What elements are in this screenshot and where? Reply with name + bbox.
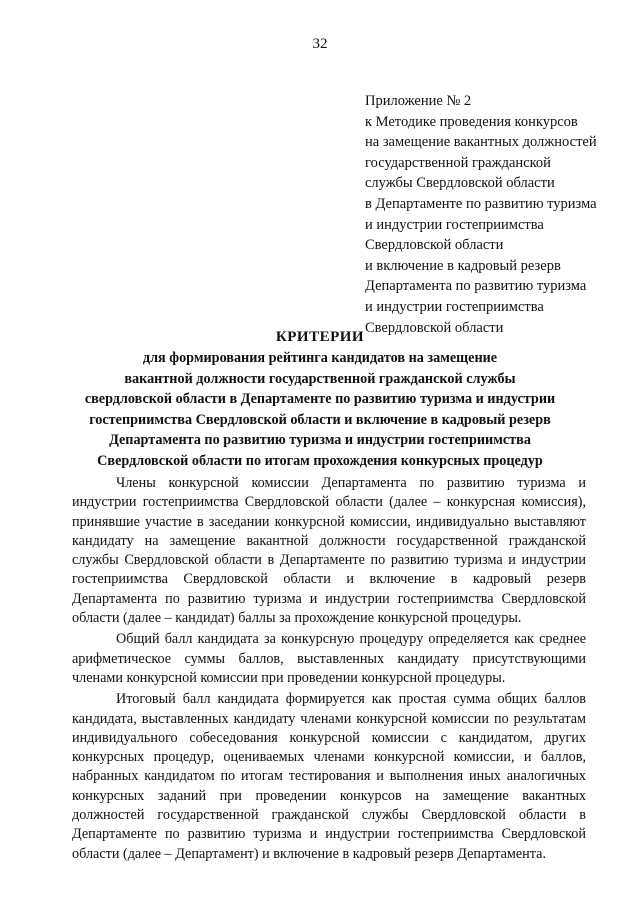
document-title: КРИТЕРИИ bbox=[275, 329, 365, 345]
appendix-line: государственной гражданской bbox=[365, 154, 551, 171]
title-subtitle-line: свердловской области в Департаменте по развитию туризма и индустрии bbox=[84, 391, 556, 408]
appendix-line: службы Свердловской области bbox=[365, 175, 555, 192]
appendix-line: к Методике проведения конкурсов bbox=[365, 113, 578, 130]
body-paragraph: Общий балл кандидата за конкурсную процедуру определяется как среднее арифметическое суммы баллов, выставленных кандидату присутствующими членами конкурсной комиссии при проведении конкурсной процедуры. bbox=[72, 631, 586, 686]
body-paragraph: Итоговый балл кандидата формируется как простая сумма общих баллов кандидата, выставленных кандидату членами конкурсной комиссии по результатам индивидуального собеседования конкурсной комиссии с кандидатом, других конкурсных процедур, оцениваемых членами конкурсной комиссии, и баллов, набранных кандидатом по итогам тестирования и выполнения иных аналогичных конкурсных заданий при проведении конкурсов на замещение вакантных должностей государственной гражданской службы Свердловской области в Департаменте по развитию туризма и индустрии гостеприимства Свердловской области (далее – Департамент) и включение в кадровый резерв Департамента. bbox=[72, 691, 586, 862]
title-subtitle-line: Свердловской области по итогам прохождения конкурсных процедур bbox=[97, 452, 543, 469]
title-subtitle-line: гостеприимства Свердловской области и включение в кадровый резерв bbox=[89, 411, 551, 428]
page-number: 32 bbox=[312, 36, 328, 52]
title-subtitle-line: вакантной должности государственной гражданской службы bbox=[124, 370, 516, 387]
title-subtitle-line: Департамента по развитию туризма и индустрии гостеприимства bbox=[109, 432, 531, 449]
body-paragraph: Члены конкурсной комиссии Департамента по развитию туризма и индустрии гостеприимства Свердловской области (далее – конкурсная комиссия), принявшие участие в заседании конкурсной комиссии, индивидуально выставляют кандидату на замещение вакантной должности государственной гражданской службы Свердловской области в Департаменте по развитию туризма и индустрии гостеприимства Свердловской области и включение в кадровый резерв Департамента по развитию туризма и индустрии гостеприимства Свердловской области (далее – кандидат) баллы за прохождение конкурсной процедуры. bbox=[72, 475, 586, 627]
document-body bbox=[72, 474, 586, 866]
appendix-line: и включение в кадровый резерв bbox=[365, 257, 561, 274]
appendix-line: и индустрии гостеприимства bbox=[365, 216, 544, 233]
document-title-block bbox=[60, 326, 580, 472]
appendix-line: Свердловской области bbox=[365, 237, 504, 254]
title-subtitle-line: для формирования рейтинга кандидатов на замещение bbox=[142, 350, 498, 366]
appendix-line: в Департаменте по развитию туризма bbox=[365, 195, 597, 212]
appendix-line: и индустрии гостеприимства bbox=[365, 298, 544, 315]
appendix-line: Свердловской области bbox=[365, 319, 504, 336]
appendix-line: Приложение № 2 bbox=[365, 93, 472, 109]
appendix-line: на замещение вакантных должностей bbox=[365, 134, 597, 151]
appendix-line: Департамента по развитию туризма bbox=[365, 278, 587, 295]
appendix-header bbox=[365, 91, 635, 338]
